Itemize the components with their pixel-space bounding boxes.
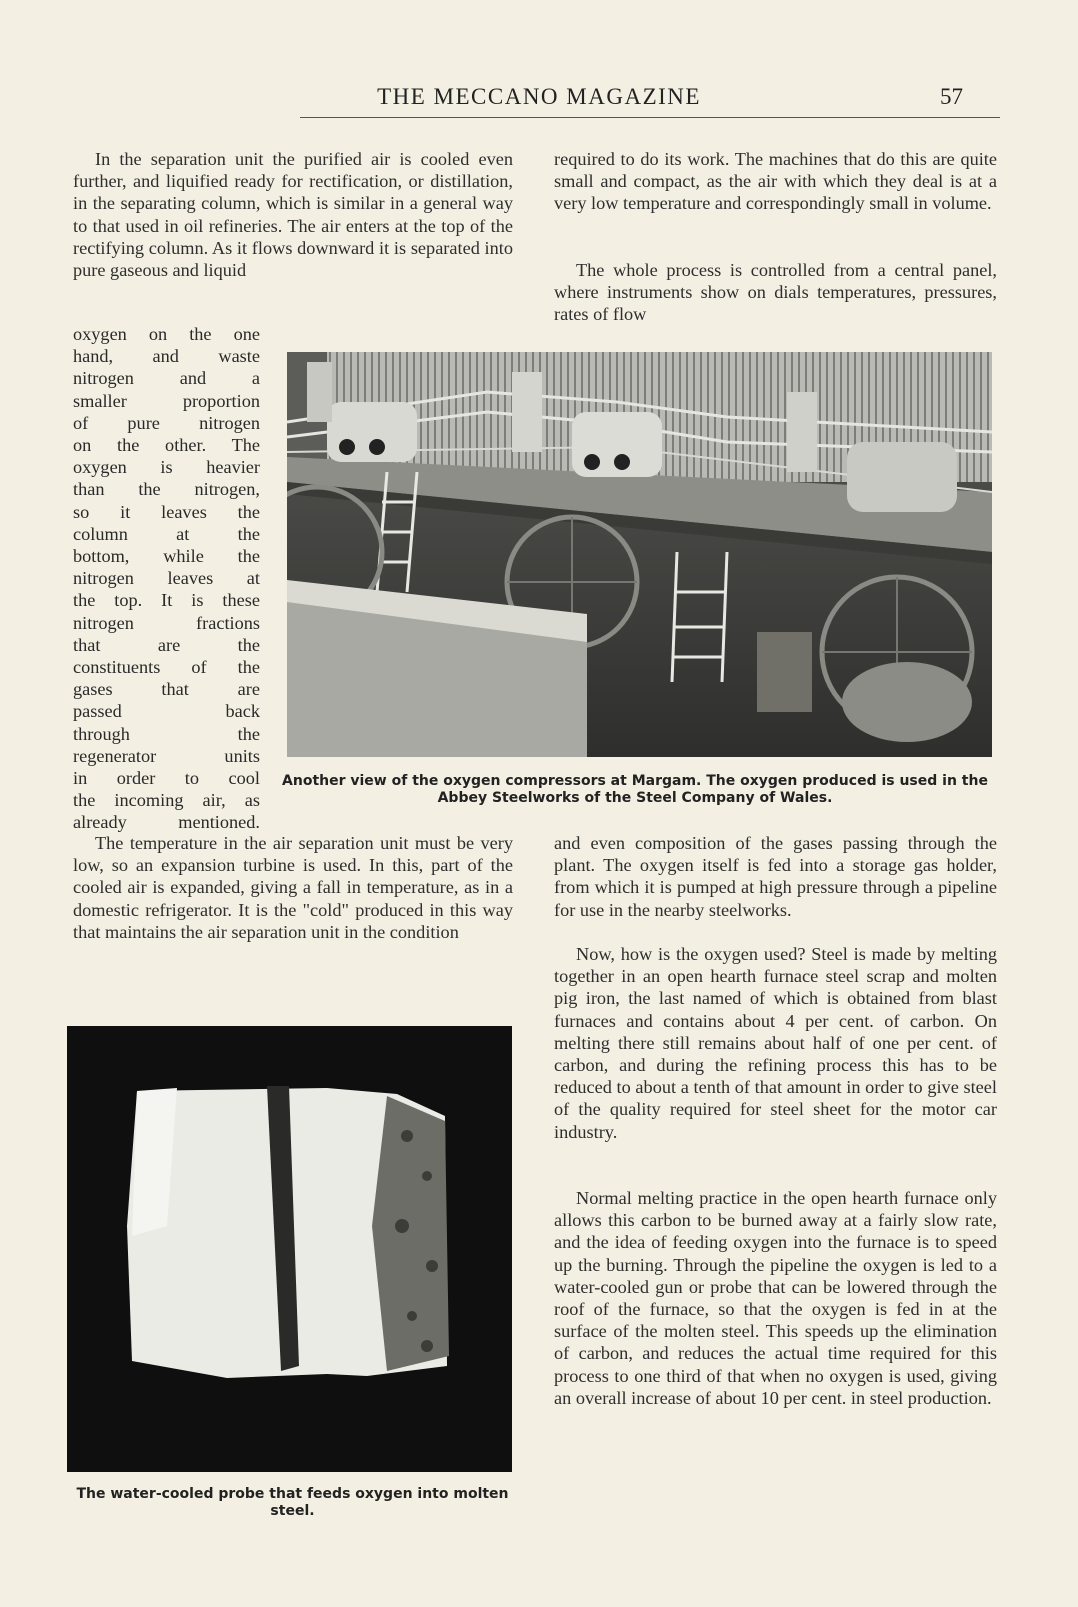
narrow-text-line: bottom, while the: [73, 546, 260, 567]
narrow-text-line: on the other. The: [73, 435, 260, 456]
col2-paragraph-control: The whole process is controlled from a central panel, where instruments show on dials temperatures, pressures, rates of flow: [554, 260, 997, 325]
narrow-text-line: than the nitrogen,: [73, 479, 260, 500]
narrow-text-line: that are the: [73, 634, 260, 655]
narrow-text-line: passed back: [73, 701, 260, 722]
narrow-text-line: so it leaves the: [73, 501, 260, 522]
narrow-text-line: nitrogen leaves at: [73, 568, 260, 589]
narrow-text-line: constituents of the: [73, 657, 260, 678]
col2-paragraph-composition: and even composition of the gases passing through the plant. The oxygen itself is fed into a storage gas holder, from which it is pumped at high pressure through a pipeline for use in the nearby steelworks.: [554, 833, 997, 920]
col2-paragraph-oxygen-use: Now, how is the oxygen used? Steel is made by melting together in an open hearth furnace steel scrap and molten pig iron, the last named of which is obtained from blast furnaces and contains about 4 per cent. of carbon. On melting there still remains about half of one per cent. of carbon, and during the refining process this has to be reduced to about a tenth of that amount in order to give steel of the quality required for steel sheet for the motor car industry.: [554, 944, 997, 1142]
col1-paragraph-temperature: The temperature in the air separation unit must be very low, so an expansion turbine is used. In this, part of the cooled air is expanded, giving a fall in temperature, as in a domestic refrigerator. It is the "cold" produced in this way that maintains the air separation unit in the condition: [73, 833, 513, 942]
narrow-text-line: the incoming air, as: [73, 790, 260, 811]
page-title: THE MECCANO MAGAZINE: [377, 84, 701, 109]
narrow-text-line: oxygen on the one: [73, 324, 260, 344]
narrow-text-line: the top. It is these: [73, 590, 260, 611]
col2-paragraph-machines: required to do its work. The machines that do this are quite small and compact, as the air with which they deal is at a very low temperature and correspondingly small in volume.: [554, 149, 997, 214]
probe-photo: [67, 1026, 512, 1472]
narrow-text-line: smaller proportion: [73, 390, 260, 411]
probe-caption: The water-cooled probe that feeds oxygen into molten steel.: [76, 1486, 509, 1519]
header-rule: [300, 117, 1000, 118]
narrow-text-line: nitrogen and a: [73, 368, 260, 389]
col1-narrow-block: [73, 323, 260, 834]
compressors-illustration: [287, 352, 992, 757]
col2-paragraph-melting-practice: Normal melting practice in the open hearth furnace only allows this carbon to be burned away at a fairly slow rate, and the idea of feeding oxygen into the furnace is to speed up the burning. Through the pipeline the oxygen is led to a water-cooled gun or probe that can be lowered through the roof of the furnace, so that the oxygen is fed in at the surface of the molten steel. This speeds up the elimination of carbon, and reduces the actual time required for this process to one third of that when no oxygen is used, giving an overall increase of about 10 per cent. in steel production.: [554, 1188, 997, 1408]
page-number: 57: [940, 84, 963, 109]
narrow-text-line: of pure nitrogen: [73, 412, 260, 433]
narrow-text-line: already mentioned.: [73, 812, 260, 833]
narrow-text-line: column at the: [73, 523, 260, 544]
narrow-text-line: nitrogen fractions: [73, 612, 260, 633]
narrow-text-line: hand, and waste: [73, 346, 260, 367]
narrow-text-line: oxygen is heavier: [73, 457, 260, 478]
compressors-photo: [287, 352, 992, 757]
narrow-text-line: in order to cool: [73, 768, 260, 789]
narrow-text-line: gases that are: [73, 679, 260, 700]
col1-paragraph-intro: In the separation unit the purified air is cooled even further, and liquified ready for rectification, or distillation, in the separating column, which is similar in a general way to that used in oil refineries. The air enters at the top of the rectifying column. As it flows downward it is separated into pure gaseous and liquid: [73, 149, 513, 281]
compressors-caption: Another view of the oxygen compressors at Margam. The oxygen produced is used in the Abbey Steelworks of the Steel Company of Wales.: [282, 773, 988, 806]
narrow-text-line: through the: [73, 723, 260, 744]
narrow-text-line: regenerator units: [73, 745, 260, 766]
probe-illustration: [67, 1026, 512, 1472]
